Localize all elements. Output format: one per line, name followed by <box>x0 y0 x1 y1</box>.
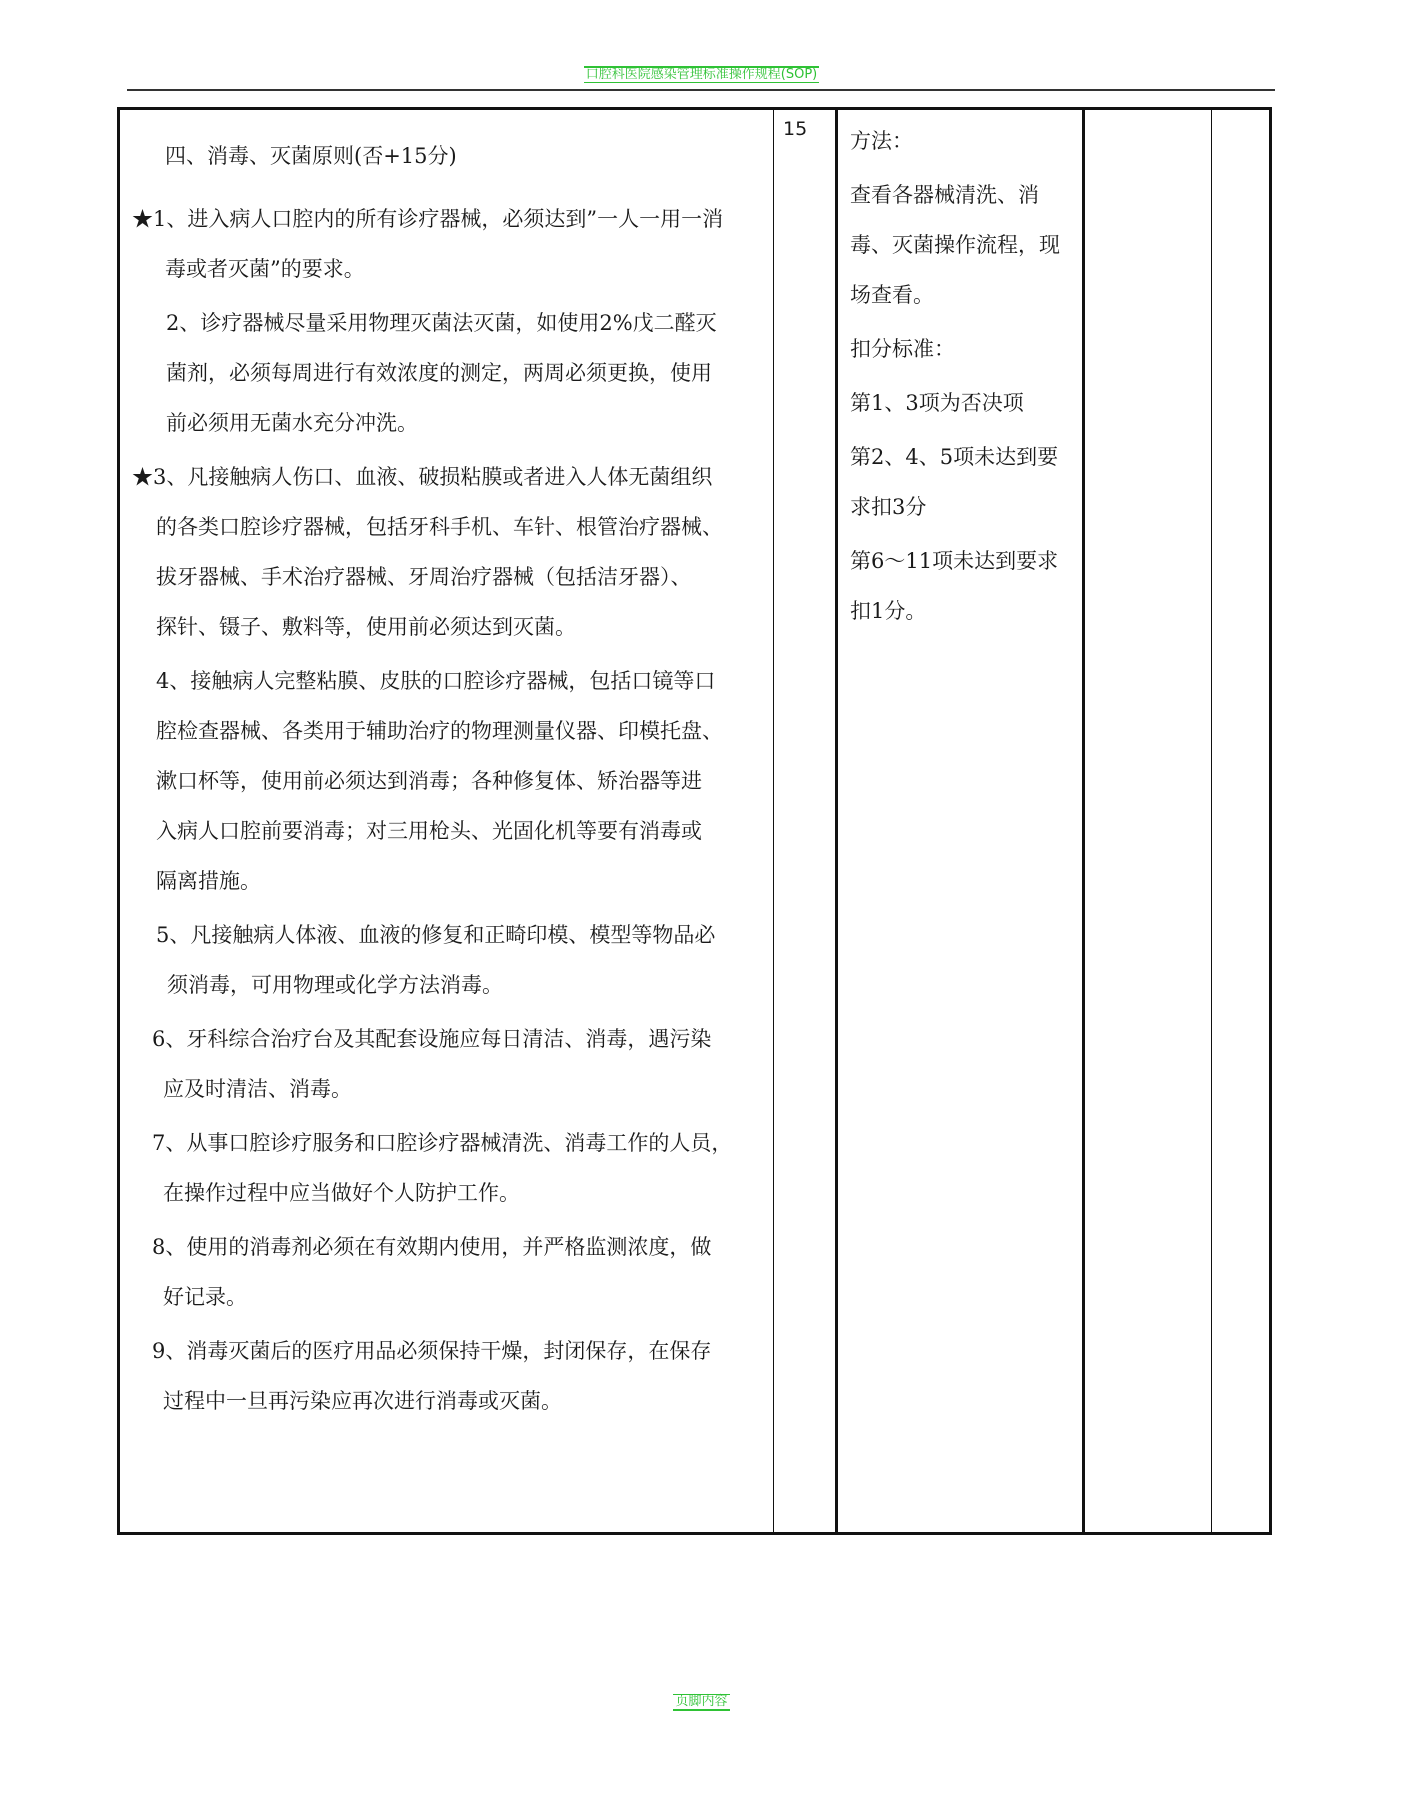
item-line: 2、诊疗器械尽量采用物理灭菌法灭菌，如使用2%戊二醛灭 <box>166 311 717 335</box>
section-title: 四、消毒、灭菌原则(否+15分) <box>165 144 457 168</box>
item-line: 探针、镊子、敷料等，使用前必须达到灭菌。 <box>156 615 576 639</box>
deduction-rule: 求扣3分 <box>850 495 927 519</box>
header-rule <box>127 89 1275 91</box>
method-label: 方法： <box>850 129 913 153</box>
score-cell <box>774 110 835 1532</box>
item-line: 毒或者灭菌”的要求。 <box>165 257 365 281</box>
assessment-table <box>117 107 1272 1535</box>
deduction-rule: 第1、3项为否决项 <box>850 391 1024 415</box>
item-line: 须消毒，可用物理或化学方法消毒。 <box>167 973 503 997</box>
item-line: 7、从事口腔诊疗服务和口腔诊疗器械清洗、消毒工作的人员， <box>152 1131 733 1155</box>
item-line: 隔离措施。 <box>156 869 261 893</box>
list-item <box>152 1326 767 1426</box>
deduction-label: 扣分标准： <box>850 337 955 361</box>
item-line: 腔检查器械、各类用于辅助治疗的物理测量仪器、印模托盘、 <box>156 719 723 743</box>
method-line: 查看各器械清洗、消 <box>850 183 1039 207</box>
page-header-title: 口腔科医院感染管理标准操作规程(SOP) <box>585 67 818 82</box>
page-header <box>0 66 1403 83</box>
item-line: 菌剂，必须每周进行有效浓度的测定，两周必须更换，使用 <box>166 361 712 385</box>
method-line: 毒、灭菌操作流程，现 <box>850 233 1060 257</box>
item-line: 过程中一旦再污染应再次进行消毒或灭菌。 <box>163 1389 562 1413</box>
item-line: 5、凡接触病人体液、血液的修复和正畸印模、模型等物品必 <box>156 923 716 947</box>
method-cell <box>838 110 1082 1532</box>
item-line: 前必须用无菌水充分冲洗。 <box>166 411 418 435</box>
list-item <box>132 194 767 294</box>
page-footer <box>0 1694 1403 1711</box>
item-line: 6、牙科综合治疗台及其配套设施应每日清洁、消毒，遇污染 <box>152 1027 712 1051</box>
list-item <box>132 452 767 652</box>
item-line: ★1、进入病人口腔内的所有诊疗器械，必须达到”一人一用一消 <box>132 207 724 231</box>
list-item <box>152 1222 767 1322</box>
page-footer-text: 页脚内容 <box>675 1694 728 1709</box>
blank-cell <box>1212 110 1269 1532</box>
item-line: 应及时清洁、消毒。 <box>163 1077 352 1101</box>
list-item <box>166 298 767 448</box>
list-item <box>156 656 767 906</box>
item-line: 4、接触病人完整粘膜、皮肤的口腔诊疗器械，包括口镜等口 <box>156 669 716 693</box>
item-line: 9、消毒灭菌后的医疗用品必须保持干燥，封闭保存，在保存 <box>152 1339 712 1363</box>
item-line: ★3、凡接触病人伤口、血液、破损粘膜或者进入人体无菌组织 <box>132 465 713 489</box>
method-line: 场查看。 <box>850 283 934 307</box>
list-item <box>152 1014 767 1114</box>
deduction-rule: 第2、4、5项未达到要 <box>850 445 1059 469</box>
deduction-rule: 第6～11项未达到要求 <box>850 549 1059 573</box>
item-line: 的各类口腔诊疗器械，包括牙科手机、车针、根管治疗器械、 <box>156 515 723 539</box>
blank-cell <box>1085 110 1211 1532</box>
item-line: 好记录。 <box>163 1285 247 1309</box>
item-line: 入病人口腔前要消毒；对三用枪头、光固化机等要有消毒或 <box>156 819 702 843</box>
item-line: 拔牙器械、手术治疗器械、牙周治疗器械（包括洁牙器）、 <box>156 565 692 589</box>
content-cell <box>120 110 773 1532</box>
item-line: 漱口杯等，使用前必须达到消毒；各种修复体、矫治器等进 <box>156 769 702 793</box>
score-value: 15 <box>783 118 808 140</box>
item-line: 8、使用的消毒剂必须在有效期内使用，并严格监测浓度，做 <box>152 1235 712 1259</box>
item-line: 在操作过程中应当做好个人防护工作。 <box>163 1181 520 1205</box>
list-item <box>156 910 767 1010</box>
deduction-rule: 扣1分。 <box>850 599 927 623</box>
list-item <box>152 1118 767 1218</box>
